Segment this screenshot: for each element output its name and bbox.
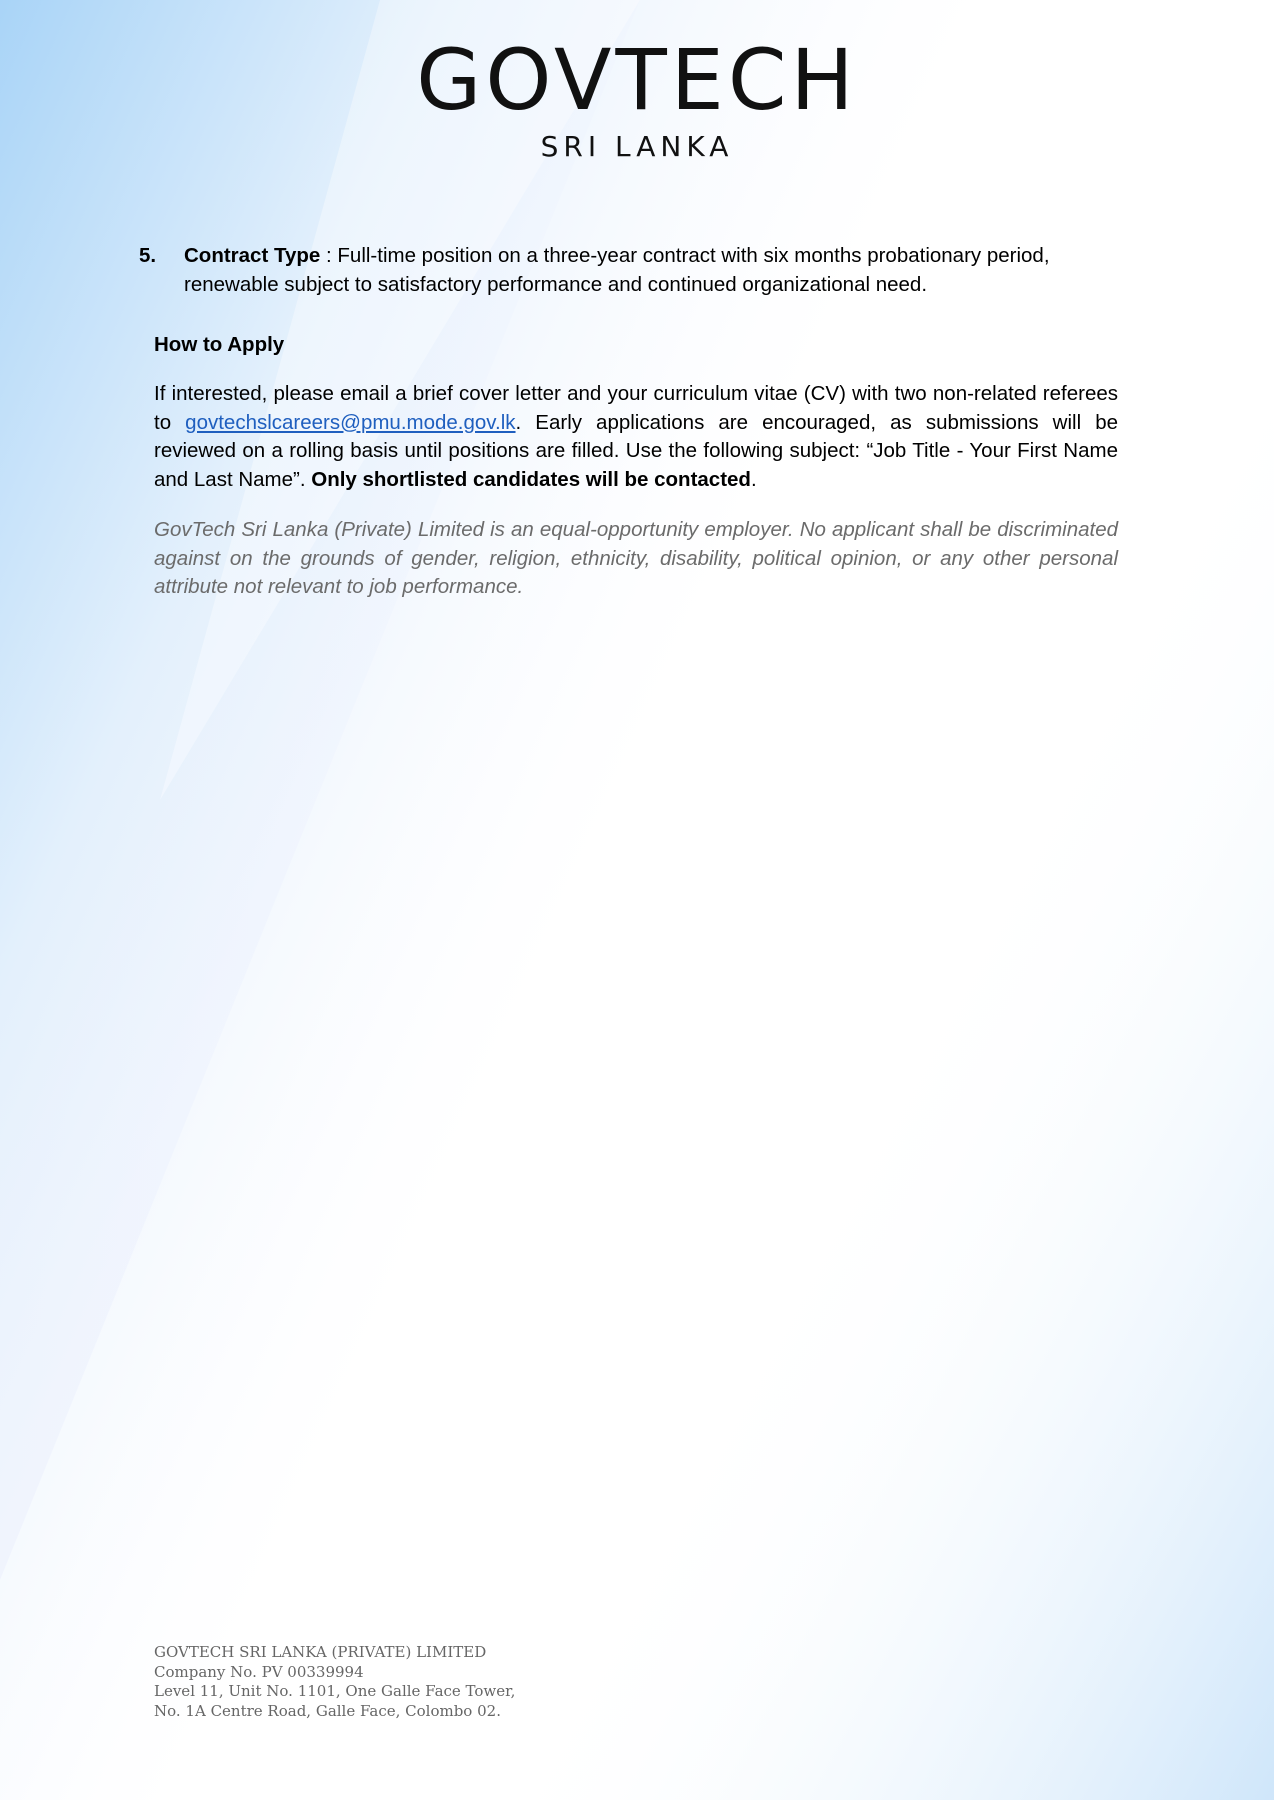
- apply-text-before-email: If interested, please email a brief cover letter and your curriculum vitae (CV) with two non-related referees to: [154, 382, 1118, 434]
- equal-opportunity-statement: GovTech Sri Lanka (Private) Limited is an equal-opportunity employer. No applicant shall be discriminated against on the grounds of gender, religion, ethnicity, disability, political opinion, or any other personal attribute not relevant to job performance.: [154, 518, 1118, 598]
- how-to-apply-heading: How to Apply: [154, 333, 285, 356]
- contract-type-body: [184, 241, 1119, 299]
- footer-company-number: Company No. PV 00339994: [154, 1662, 364, 1681]
- contract-type-text: : Full-time position on a three-year contract with six months probationary period, renewable subject to satisfactory performance and continued organizational need.: [184, 244, 1050, 296]
- footer-address-line-2: No. 1A Centre Road, Galle Face, Colombo 02.: [154, 1701, 501, 1720]
- contract-type-item: [139, 241, 1119, 299]
- footer-address-line-1: Level 11, Unit No. 1101, One Galle Face Tower,: [154, 1682, 516, 1700]
- list-number: 5.: [139, 244, 157, 267]
- careers-email-link[interactable]: govtechslcareers@pmu.mode.gov.lk: [185, 410, 516, 434]
- apply-text-after-email: . Early applications are encouraged, as submissions will be reviewed on a rolling basis until positions are filled. Use the following subject: “Job Title - Your First Name and Last Name”.: [154, 410, 1119, 491]
- logo-wordmark: GOVTECH: [416, 31, 858, 129]
- logo-subtitle: SRI LANKA: [540, 130, 734, 163]
- how-to-apply-paragraph: [154, 380, 1118, 494]
- footer-address-block: [154, 1643, 515, 1721]
- shortlist-note: Only shortlisted candidates will be contacted: [311, 467, 751, 491]
- apply-end-punct: .: [750, 467, 757, 491]
- footer-company-name: GOVTECH SRI LANKA (PRIVATE) LIMITED: [154, 1643, 487, 1661]
- contract-type-label: Contract Type: [184, 244, 321, 267]
